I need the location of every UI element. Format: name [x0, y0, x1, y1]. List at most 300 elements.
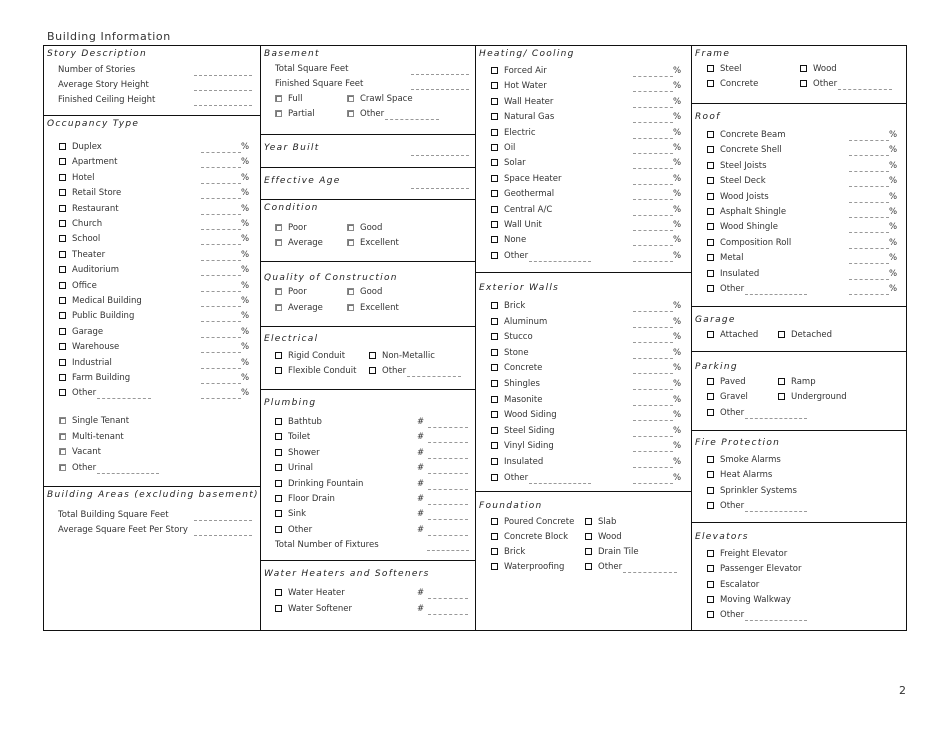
checkbox[interactable]	[707, 378, 714, 385]
checkbox-option[interactable]	[491, 426, 555, 437]
checkbox-option[interactable]	[491, 301, 525, 312]
checkbox[interactable]	[347, 110, 354, 117]
entry-field[interactable]	[194, 95, 252, 106]
checkbox-option[interactable]	[707, 330, 758, 341]
entry-blank[interactable]	[428, 434, 468, 443]
entry-field[interactable]	[201, 265, 249, 276]
entry-blank[interactable]	[201, 236, 241, 245]
checkbox[interactable]	[491, 474, 498, 481]
checkbox-option[interactable]	[275, 417, 322, 428]
entry-field[interactable]	[201, 388, 249, 399]
checkbox[interactable]	[778, 393, 785, 400]
entry-blank[interactable]	[633, 365, 673, 374]
checkbox[interactable]	[491, 380, 498, 387]
checkbox[interactable]	[491, 396, 498, 403]
checkbox-option[interactable]	[275, 94, 303, 105]
entry-field[interactable]	[849, 253, 897, 264]
entry-field[interactable]	[417, 588, 468, 599]
checkbox[interactable]	[491, 144, 498, 151]
entry-field[interactable]	[633, 348, 681, 359]
entry-field[interactable]	[201, 296, 249, 307]
entry-blank[interactable]	[194, 527, 252, 536]
entry-blank[interactable]	[428, 481, 468, 490]
entry-blank[interactable]	[633, 334, 673, 343]
checkbox[interactable]	[59, 297, 66, 304]
entry-field[interactable]	[849, 161, 897, 172]
entry-field[interactable]	[849, 269, 897, 280]
entry-field[interactable]	[201, 142, 249, 153]
entry-field[interactable]	[427, 540, 469, 551]
checkbox[interactable]	[347, 304, 354, 311]
checkbox[interactable]	[59, 312, 66, 319]
entry-blank[interactable]	[849, 224, 889, 233]
entry-field[interactable]	[633, 205, 681, 216]
entry-field[interactable]	[633, 317, 681, 328]
checkbox[interactable]	[707, 611, 714, 618]
checkbox[interactable]	[491, 563, 498, 570]
checkbox[interactable]	[59, 143, 66, 150]
entry-field[interactable]	[633, 473, 681, 484]
checkbox-option[interactable]	[59, 250, 105, 261]
checkbox-option[interactable]	[347, 238, 399, 249]
checkbox-option[interactable]	[59, 219, 102, 230]
checkbox-option[interactable]	[491, 517, 574, 528]
checkbox[interactable]	[59, 189, 66, 196]
checkbox-option[interactable]	[275, 223, 307, 234]
checkbox[interactable]	[707, 177, 714, 184]
checkbox[interactable]	[491, 318, 498, 325]
checkbox[interactable]	[275, 526, 282, 533]
entry-blank[interactable]	[633, 475, 673, 484]
checkbox-option[interactable]	[59, 204, 119, 215]
entry-field[interactable]	[417, 432, 468, 443]
entry-blank[interactable]	[194, 97, 252, 106]
checkbox-option[interactable]	[707, 284, 807, 295]
entry-blank[interactable]	[633, 397, 673, 406]
checkbox-option[interactable]	[347, 109, 439, 120]
checkbox-option[interactable]	[707, 130, 786, 141]
checkbox[interactable]	[707, 331, 714, 338]
entry-field[interactable]	[201, 342, 249, 353]
checkbox-option[interactable]	[275, 494, 335, 505]
checkbox[interactable]	[59, 374, 66, 381]
checkbox[interactable]	[491, 442, 498, 449]
entry-blank[interactable]	[633, 99, 673, 108]
entry-field[interactable]	[417, 509, 468, 520]
checkbox-option[interactable]	[707, 64, 742, 75]
entry-blank[interactable]	[201, 360, 241, 369]
checkbox[interactable]	[275, 510, 282, 517]
checkbox[interactable]	[707, 471, 714, 478]
entry-field[interactable]	[633, 332, 681, 343]
checkbox[interactable]	[369, 352, 376, 359]
checkbox-option[interactable]	[59, 432, 124, 443]
other-text-field[interactable]	[623, 564, 677, 573]
checkbox[interactable]	[369, 367, 376, 374]
checkbox-option[interactable]	[707, 455, 781, 466]
checkbox[interactable]	[491, 159, 498, 166]
entry-blank[interactable]	[201, 313, 241, 322]
checkbox[interactable]	[275, 288, 282, 295]
checkbox-option[interactable]	[275, 588, 345, 599]
checkbox-option[interactable]	[347, 303, 399, 314]
other-text-field[interactable]	[745, 612, 807, 621]
checkbox-option[interactable]	[491, 441, 554, 452]
checkbox[interactable]	[707, 80, 714, 87]
checkbox-option[interactable]	[585, 562, 677, 573]
checkbox-option[interactable]	[59, 311, 134, 322]
entry-blank[interactable]	[849, 255, 889, 264]
entry-blank[interactable]	[201, 329, 241, 338]
checkbox[interactable]	[491, 236, 498, 243]
checkbox-option[interactable]	[275, 432, 310, 443]
entry-blank[interactable]	[849, 209, 889, 218]
entry-field[interactable]	[633, 395, 681, 406]
checkbox[interactable]	[275, 589, 282, 596]
checkbox[interactable]	[491, 458, 498, 465]
checkbox[interactable]	[491, 302, 498, 309]
entry-field[interactable]	[849, 284, 897, 295]
checkbox-option[interactable]	[707, 392, 748, 403]
checkbox[interactable]	[59, 343, 66, 350]
entry-blank[interactable]	[201, 344, 241, 353]
checkbox[interactable]	[59, 464, 66, 471]
entry-field[interactable]	[411, 64, 469, 75]
checkbox[interactable]	[491, 252, 498, 259]
checkbox[interactable]	[275, 433, 282, 440]
checkbox[interactable]	[491, 175, 498, 182]
checkbox-option[interactable]	[59, 358, 112, 369]
entry-blank[interactable]	[201, 221, 241, 230]
checkbox-option[interactable]	[491, 317, 547, 328]
checkbox[interactable]	[778, 331, 785, 338]
checkbox-option[interactable]	[707, 222, 778, 233]
checkbox[interactable]	[347, 288, 354, 295]
checkbox-option[interactable]	[707, 580, 759, 591]
checkbox-option[interactable]	[491, 532, 568, 543]
entry-field[interactable]	[633, 189, 681, 200]
checkbox-option[interactable]	[275, 463, 313, 474]
checkbox-option[interactable]	[707, 549, 787, 560]
checkbox-option[interactable]	[585, 532, 622, 543]
entry-blank[interactable]	[633, 176, 673, 185]
entry-field[interactable]	[417, 525, 468, 536]
checkbox-option[interactable]	[59, 281, 97, 292]
entry-blank[interactable]	[428, 527, 468, 536]
checkbox-option[interactable]	[369, 366, 461, 377]
checkbox-option[interactable]	[491, 348, 529, 359]
entry-blank[interactable]	[201, 283, 241, 292]
checkbox[interactable]	[585, 548, 592, 555]
checkbox-option[interactable]	[58, 525, 188, 536]
checkbox-option[interactable]	[491, 143, 515, 154]
checkbox[interactable]	[59, 251, 66, 258]
checkbox[interactable]	[491, 67, 498, 74]
entry-blank[interactable]	[633, 114, 673, 123]
checkbox-option[interactable]	[707, 176, 766, 187]
checkbox[interactable]	[491, 333, 498, 340]
entry-blank[interactable]	[201, 375, 241, 384]
checkbox[interactable]	[707, 456, 714, 463]
entry-blank[interactable]	[849, 132, 889, 141]
checkbox-option[interactable]	[491, 547, 525, 558]
other-text-field[interactable]	[97, 465, 159, 474]
entry-field[interactable]	[633, 251, 681, 262]
checkbox-option[interactable]	[59, 416, 129, 427]
checkbox[interactable]	[491, 349, 498, 356]
checkbox-option[interactable]	[491, 174, 562, 185]
entry-blank[interactable]	[633, 160, 673, 169]
checkbox-option[interactable]	[59, 142, 102, 153]
entry-field[interactable]	[194, 510, 252, 521]
checkbox[interactable]	[59, 174, 66, 181]
entry-field[interactable]	[849, 222, 897, 233]
checkbox[interactable]	[59, 389, 66, 396]
entry-field[interactable]	[201, 234, 249, 245]
entry-field[interactable]	[633, 81, 681, 92]
checkbox[interactable]	[275, 464, 282, 471]
checkbox[interactable]	[59, 235, 66, 242]
checkbox-option[interactable]	[275, 479, 363, 490]
checkbox-option[interactable]	[707, 269, 759, 280]
entry-blank[interactable]	[428, 606, 468, 615]
entry-blank[interactable]	[849, 147, 889, 156]
entry-blank[interactable]	[849, 194, 889, 203]
checkbox[interactable]	[800, 80, 807, 87]
entry-blank[interactable]	[633, 68, 673, 77]
checkbox[interactable]	[707, 223, 714, 230]
checkbox[interactable]	[59, 433, 66, 440]
checkbox-option[interactable]	[59, 327, 103, 338]
entry-blank[interactable]	[633, 145, 673, 154]
checkbox[interactable]	[707, 270, 714, 277]
checkbox-option[interactable]	[59, 447, 101, 458]
checkbox[interactable]	[275, 495, 282, 502]
checkbox-option[interactable]	[491, 251, 591, 262]
entry-blank[interactable]	[633, 237, 673, 246]
checkbox-option[interactable]	[275, 79, 363, 90]
checkbox[interactable]	[275, 304, 282, 311]
checkbox-option[interactable]	[59, 157, 117, 168]
checkbox-option[interactable]	[778, 330, 832, 341]
checkbox-option[interactable]	[59, 342, 119, 353]
checkbox[interactable]	[59, 417, 66, 424]
checkbox-option[interactable]	[491, 457, 543, 468]
entry-blank[interactable]	[428, 419, 468, 428]
checkbox-option[interactable]	[275, 303, 323, 314]
entry-blank[interactable]	[633, 130, 673, 139]
other-text-field[interactable]	[529, 253, 591, 262]
entry-blank[interactable]	[428, 450, 468, 459]
entry-blank[interactable]	[849, 163, 889, 172]
checkbox-option[interactable]	[778, 377, 816, 388]
checkbox[interactable]	[59, 158, 66, 165]
entry-field[interactable]	[633, 235, 681, 246]
checkbox-option[interactable]	[275, 604, 352, 615]
checkbox[interactable]	[491, 98, 498, 105]
checkbox[interactable]	[707, 550, 714, 557]
entry-field[interactable]	[849, 130, 897, 141]
checkbox-option[interactable]	[369, 351, 435, 362]
entry-field[interactable]	[201, 250, 249, 261]
entry-blank[interactable]	[201, 206, 241, 215]
other-text-field[interactable]	[838, 81, 892, 90]
checkbox[interactable]	[275, 480, 282, 487]
entry-field[interactable]	[201, 281, 249, 292]
checkbox[interactable]	[491, 533, 498, 540]
entry-field[interactable]	[633, 220, 681, 231]
checkbox[interactable]	[275, 239, 282, 246]
checkbox[interactable]	[491, 548, 498, 555]
entry-blank[interactable]	[849, 271, 889, 280]
entry-field[interactable]	[194, 65, 252, 76]
checkbox[interactable]	[707, 208, 714, 215]
checkbox[interactable]	[347, 224, 354, 231]
checkbox-option[interactable]	[491, 332, 533, 343]
checkbox-option[interactable]	[491, 158, 526, 169]
entry-field[interactable]	[849, 207, 897, 218]
entry-field[interactable]	[849, 192, 897, 203]
checkbox[interactable]	[275, 418, 282, 425]
checkbox[interactable]	[707, 239, 714, 246]
checkbox-option[interactable]	[347, 287, 382, 298]
entry-field[interactable]	[849, 145, 897, 156]
checkbox-option[interactable]	[707, 470, 772, 481]
entry-blank[interactable]	[633, 443, 673, 452]
entry-blank[interactable]	[633, 303, 673, 312]
entry-blank[interactable]	[201, 159, 241, 168]
checkbox[interactable]	[275, 449, 282, 456]
checkbox-option[interactable]	[707, 145, 782, 156]
checkbox[interactable]	[491, 364, 498, 371]
entry-blank[interactable]	[201, 144, 241, 153]
checkbox[interactable]	[778, 378, 785, 385]
entry-field[interactable]	[194, 525, 252, 536]
checkbox-option[interactable]	[275, 238, 323, 249]
entry-blank[interactable]	[428, 465, 468, 474]
entry-blank[interactable]	[411, 81, 469, 90]
checkbox[interactable]	[491, 113, 498, 120]
checkbox-option[interactable]	[275, 64, 348, 75]
entry-field[interactable]	[411, 145, 469, 156]
entry-field[interactable]	[633, 410, 681, 421]
checkbox-option[interactable]	[58, 95, 155, 106]
checkbox-option[interactable]	[275, 525, 312, 536]
checkbox-option[interactable]	[491, 189, 554, 200]
checkbox[interactable]	[347, 95, 354, 102]
entry-blank[interactable]	[633, 222, 673, 231]
entry-blank[interactable]	[201, 298, 241, 307]
entry-blank[interactable]	[633, 191, 673, 200]
checkbox-option[interactable]	[707, 238, 791, 249]
checkbox-option[interactable]	[275, 109, 315, 120]
entry-blank[interactable]	[849, 178, 889, 187]
entry-field[interactable]	[633, 174, 681, 185]
checkbox[interactable]	[707, 502, 714, 509]
checkbox-option[interactable]	[491, 395, 542, 406]
checkbox-option[interactable]	[707, 501, 807, 512]
entry-field[interactable]	[201, 173, 249, 184]
checkbox[interactable]	[347, 239, 354, 246]
entry-blank[interactable]	[633, 428, 673, 437]
checkbox-option[interactable]	[275, 366, 356, 377]
entry-field[interactable]	[201, 358, 249, 369]
other-text-field[interactable]	[385, 111, 439, 120]
checkbox[interactable]	[585, 563, 592, 570]
checkbox-option[interactable]	[491, 205, 552, 216]
entry-blank[interactable]	[427, 542, 469, 551]
checkbox-option[interactable]	[707, 253, 743, 264]
checkbox[interactable]	[707, 162, 714, 169]
entry-field[interactable]	[417, 463, 468, 474]
entry-blank[interactable]	[194, 67, 252, 76]
entry-field[interactable]	[633, 66, 681, 77]
checkbox[interactable]	[275, 110, 282, 117]
entry-field[interactable]	[201, 204, 249, 215]
entry-blank[interactable]	[194, 512, 252, 521]
entry-field[interactable]	[201, 327, 249, 338]
other-text-field[interactable]	[745, 503, 807, 512]
checkbox-option[interactable]	[491, 81, 547, 92]
checkbox-option[interactable]	[491, 363, 542, 374]
entry-field[interactable]	[633, 426, 681, 437]
checkbox[interactable]	[491, 206, 498, 213]
checkbox[interactable]	[707, 409, 714, 416]
checkbox-option[interactable]	[585, 517, 616, 528]
entry-blank[interactable]	[201, 190, 241, 199]
checkbox-option[interactable]	[59, 173, 95, 184]
entry-field[interactable]	[849, 176, 897, 187]
checkbox-option[interactable]	[800, 64, 837, 75]
entry-blank[interactable]	[633, 253, 673, 262]
entry-field[interactable]	[201, 157, 249, 168]
checkbox-option[interactable]	[491, 97, 553, 108]
checkbox-option[interactable]	[707, 564, 801, 575]
entry-blank[interactable]	[428, 511, 468, 520]
entry-blank[interactable]	[428, 590, 468, 599]
entry-blank[interactable]	[849, 240, 889, 249]
checkbox[interactable]	[491, 190, 498, 197]
checkbox[interactable]	[707, 565, 714, 572]
checkbox-option[interactable]	[59, 373, 130, 384]
checkbox[interactable]	[275, 367, 282, 374]
checkbox-option[interactable]	[491, 379, 540, 390]
checkbox[interactable]	[707, 285, 714, 292]
entry-field[interactable]	[633, 158, 681, 169]
checkbox[interactable]	[491, 221, 498, 228]
entry-field[interactable]	[633, 301, 681, 312]
other-text-field[interactable]	[97, 390, 151, 399]
checkbox[interactable]	[707, 193, 714, 200]
checkbox-option[interactable]	[800, 79, 892, 90]
checkbox[interactable]	[59, 282, 66, 289]
other-text-field[interactable]	[407, 368, 461, 377]
checkbox-option[interactable]	[707, 207, 786, 218]
checkbox-option[interactable]	[347, 223, 382, 234]
checkbox[interactable]	[491, 427, 498, 434]
entry-field[interactable]	[194, 80, 252, 91]
checkbox-option[interactable]	[59, 463, 159, 474]
checkbox-option[interactable]	[491, 562, 564, 573]
checkbox[interactable]	[707, 393, 714, 400]
checkbox[interactable]	[707, 146, 714, 153]
entry-field[interactable]	[633, 97, 681, 108]
entry-blank[interactable]	[428, 496, 468, 505]
entry-field[interactable]	[411, 79, 469, 90]
checkbox[interactable]	[59, 359, 66, 366]
entry-field[interactable]	[633, 457, 681, 468]
checkbox[interactable]	[585, 518, 592, 525]
